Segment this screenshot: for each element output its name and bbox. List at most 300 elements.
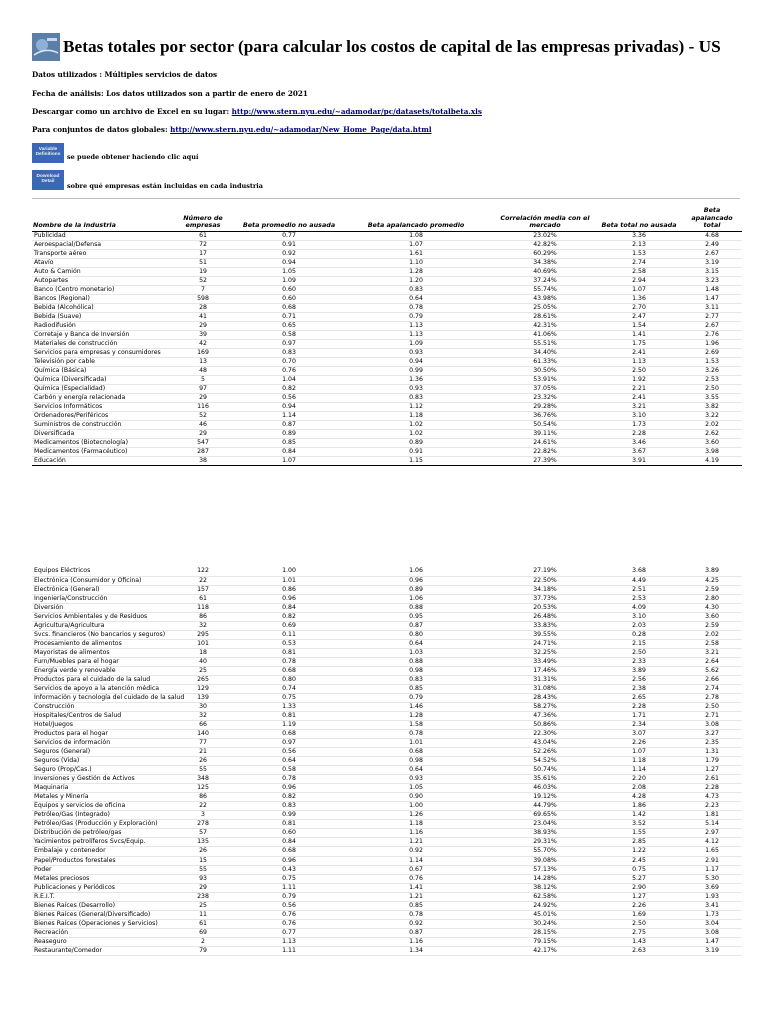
table-row: [32, 883, 742, 892]
value-cell: 0.78: [338, 303, 494, 312]
value-cell: 55.74%: [494, 285, 596, 294]
industry-name-cell: Carbón y energía relacionada: [32, 394, 166, 403]
value-cell: 287: [166, 448, 240, 457]
value-cell: 43.98%: [494, 294, 596, 303]
variable-definitions-button[interactable]: Variable Definitions: [32, 143, 64, 163]
table-row: [32, 946, 742, 955]
value-cell: 3.22: [682, 412, 742, 421]
value-cell: 3.52: [596, 820, 682, 829]
value-cell: 0.28: [596, 630, 682, 639]
value-cell: 0.68: [240, 730, 338, 739]
value-cell: 86: [166, 793, 240, 802]
value-cell: 3.60: [682, 612, 742, 621]
value-cell: 22.50%: [494, 576, 596, 585]
data-source-line: Datos utilizados : Múltiples servicios de datos: [32, 70, 218, 79]
value-cell: 19: [166, 267, 240, 276]
value-cell: 0.84: [240, 603, 338, 612]
table-row: [32, 874, 742, 883]
value-cell: 1.86: [596, 802, 682, 811]
value-cell: 7: [166, 285, 240, 294]
value-cell: 3.69: [682, 883, 742, 892]
industry-name-cell: Petróleo/Gas (Integrado): [32, 811, 166, 820]
industry-name-cell: Servicios para empresas y consumidores: [32, 348, 166, 357]
column-header: Beta apalancado promedio: [338, 206, 494, 231]
industry-name-cell: Bancos (Regional): [32, 294, 166, 303]
industry-name-cell: Atavío: [32, 258, 166, 267]
value-cell: 2.50: [596, 366, 682, 375]
value-cell: 4.19: [682, 457, 742, 466]
industry-name-cell: Hospitales/Centros de Salud: [32, 712, 166, 721]
industry-name-cell: Química (Diversificada): [32, 376, 166, 385]
value-cell: 37.24%: [494, 276, 596, 285]
value-cell: 1.10: [338, 258, 494, 267]
table-row: [32, 403, 742, 412]
value-cell: 1.13: [338, 330, 494, 339]
value-cell: 5.27: [596, 874, 682, 883]
value-cell: 1.58: [338, 721, 494, 730]
table-row: [32, 366, 742, 375]
value-cell: 0.87: [240, 421, 338, 430]
table-row: [32, 657, 742, 666]
value-cell: 0.96: [338, 576, 494, 585]
table-row: [32, 594, 742, 603]
value-cell: 0.78: [338, 910, 494, 919]
value-cell: 0.94: [240, 403, 338, 412]
value-cell: 0.78: [240, 657, 338, 666]
industry-name-cell: Educación: [32, 457, 166, 466]
value-cell: 26: [166, 847, 240, 856]
value-cell: 0.58: [240, 330, 338, 339]
industry-name-cell: Diversificada: [32, 430, 166, 439]
industry-name-cell: Reaseguro: [32, 937, 166, 946]
value-cell: 1.75: [596, 339, 682, 348]
industry-name-cell: Mayoristas de alimentos: [32, 648, 166, 657]
industry-name-cell: Embalaje y contenedor: [32, 847, 166, 856]
table-row: [32, 321, 742, 330]
value-cell: 21: [166, 748, 240, 757]
value-cell: 122: [166, 567, 240, 576]
table-row: [32, 811, 742, 820]
value-cell: 0.56: [240, 901, 338, 910]
value-cell: 3.23: [682, 276, 742, 285]
value-cell: 32: [166, 712, 240, 721]
value-cell: 1.31: [682, 748, 742, 757]
industry-name-cell: Seguros (General): [32, 748, 166, 757]
value-cell: 2.23: [682, 802, 742, 811]
value-cell: 0.79: [338, 693, 494, 702]
value-cell: 2.67: [682, 249, 742, 258]
value-cell: 2.65: [596, 693, 682, 702]
industry-name-cell: Electrónica (Consumidor y Oficina): [32, 576, 166, 585]
value-cell: 2.53: [596, 594, 682, 603]
column-header: Beta apalancado total: [682, 206, 742, 231]
value-cell: 1.07: [596, 285, 682, 294]
value-cell: 33.83%: [494, 621, 596, 630]
table-row: [32, 766, 742, 775]
value-cell: 30.50%: [494, 366, 596, 375]
value-cell: 0.76: [240, 910, 338, 919]
value-cell: 0.98: [338, 757, 494, 766]
value-cell: 5.14: [682, 820, 742, 829]
value-cell: 1.11: [240, 883, 338, 892]
value-cell: 0.75: [596, 865, 682, 874]
industry-name-cell: Medicamentos (Biotecnología): [32, 439, 166, 448]
industry-name-cell: Electrónica (General): [32, 585, 166, 594]
table-row: [32, 675, 742, 684]
value-cell: 157: [166, 585, 240, 594]
value-cell: 52.26%: [494, 748, 596, 757]
value-cell: 0.95: [338, 612, 494, 621]
value-cell: 26.48%: [494, 612, 596, 621]
table-row: [32, 276, 742, 285]
value-cell: 4.25: [682, 576, 742, 585]
value-cell: 47.36%: [494, 712, 596, 721]
value-cell: 3.21: [596, 403, 682, 412]
value-cell: 0.85: [240, 439, 338, 448]
value-cell: 1.36: [596, 294, 682, 303]
value-cell: 0.77: [240, 231, 338, 240]
value-cell: 28.61%: [494, 312, 596, 321]
value-cell: 4.68: [682, 231, 742, 240]
value-cell: 0.79: [240, 892, 338, 901]
industry-table-part1: [32, 206, 742, 466]
value-cell: 3.21: [682, 648, 742, 657]
value-cell: 2.74: [596, 258, 682, 267]
value-cell: 135: [166, 838, 240, 847]
value-cell: 26: [166, 757, 240, 766]
value-cell: 35.61%: [494, 775, 596, 784]
table-row: [32, 231, 742, 240]
value-cell: 1.71: [596, 712, 682, 721]
value-cell: 0.81: [240, 712, 338, 721]
industry-name-cell: Furn/Muebles para el hogar: [32, 657, 166, 666]
industry-name-cell: Química (Especialidad): [32, 385, 166, 394]
industry-name-cell: Seguros (Vida): [32, 757, 166, 766]
value-cell: 13: [166, 357, 240, 366]
global-prefix: Para conjuntos de datos globales:: [32, 125, 168, 134]
value-cell: 3.27: [682, 730, 742, 739]
value-cell: 1.09: [338, 339, 494, 348]
value-cell: 1.00: [338, 802, 494, 811]
table-row: [32, 394, 742, 403]
value-cell: 3.82: [682, 403, 742, 412]
value-cell: 27.19%: [494, 567, 596, 576]
global-data-line: [32, 125, 432, 135]
value-cell: 3.46: [596, 439, 682, 448]
value-cell: 0.78: [240, 775, 338, 784]
value-cell: 0.60: [240, 285, 338, 294]
table-row: [32, 856, 742, 865]
industry-name-cell: Hotel/Juegos: [32, 721, 166, 730]
table-row: [32, 576, 742, 585]
value-cell: 0.98: [338, 666, 494, 675]
value-cell: 1.43: [596, 937, 682, 946]
value-cell: 0.75: [240, 693, 338, 702]
value-cell: 3.08: [682, 721, 742, 730]
value-cell: 24.71%: [494, 639, 596, 648]
industry-name-cell: Servicios Ambientales y de Residuos: [32, 612, 166, 621]
table-row: [32, 802, 742, 811]
value-cell: 0.86: [240, 585, 338, 594]
download-detail-button[interactable]: Download Detail: [32, 170, 64, 190]
industry-name-cell: Publicidad: [32, 231, 166, 240]
value-cell: 1.09: [240, 276, 338, 285]
value-cell: 66: [166, 721, 240, 730]
value-cell: 2.53: [682, 376, 742, 385]
value-cell: 20.53%: [494, 603, 596, 612]
value-cell: 3.60: [682, 439, 742, 448]
value-cell: 2.76: [682, 330, 742, 339]
value-cell: 4.49: [596, 576, 682, 585]
value-cell: 22.82%: [494, 448, 596, 457]
value-cell: 1.69: [596, 910, 682, 919]
value-cell: 2.80: [682, 594, 742, 603]
value-cell: 23.04%: [494, 820, 596, 829]
value-cell: 72: [166, 240, 240, 249]
value-cell: 1.47: [682, 937, 742, 946]
value-cell: 295: [166, 630, 240, 639]
value-cell: 39.08%: [494, 856, 596, 865]
column-header: Nombre de la industria: [32, 206, 166, 231]
value-cell: 3.55: [682, 394, 742, 403]
download-excel-link[interactable]: http://www.stern.nyu.edu/~adamodar/pc/datasets/totalbeta.xls: [231, 107, 482, 116]
value-cell: 2.02: [682, 630, 742, 639]
table-row: [32, 421, 742, 430]
table-row: [32, 702, 742, 711]
table-row: [32, 385, 742, 394]
value-cell: 2.67: [682, 321, 742, 330]
value-cell: 34.40%: [494, 348, 596, 357]
value-cell: 1.13: [338, 321, 494, 330]
value-cell: 0.88: [338, 603, 494, 612]
value-cell: 2.74: [682, 684, 742, 693]
value-cell: 1.36: [338, 376, 494, 385]
table-row: [32, 448, 742, 457]
value-cell: 1.48: [682, 285, 742, 294]
table-header-row: [32, 206, 742, 231]
table-row: [32, 439, 742, 448]
value-cell: 2.94: [596, 276, 682, 285]
value-cell: 2.45: [596, 856, 682, 865]
value-cell: 140: [166, 730, 240, 739]
value-cell: 3.98: [682, 448, 742, 457]
value-cell: 1.28: [338, 712, 494, 721]
value-cell: 0.87: [338, 621, 494, 630]
value-cell: 22: [166, 576, 240, 585]
download-detail-text: sobre qué empresas están incluidas en cada industria: [67, 182, 263, 190]
value-cell: 0.97: [240, 739, 338, 748]
value-cell: 30: [166, 702, 240, 711]
analysis-date-line: Fecha de análisis: Los datos utilizados son a partir de enero de 2021: [32, 89, 308, 98]
value-cell: 1.05: [338, 784, 494, 793]
value-cell: 41.06%: [494, 330, 596, 339]
global-data-link[interactable]: http://www.stern.nyu.edu/~adamodar/New_Home_Page/data.html: [170, 125, 432, 134]
industry-name-cell: Inversiones y Gestión de Activos: [32, 775, 166, 784]
industry-name-cell: Yacimientos petrolíferos Svcs/Equip.: [32, 838, 166, 847]
value-cell: 29: [166, 883, 240, 892]
table-row: [32, 793, 742, 802]
value-cell: 3.67: [596, 448, 682, 457]
value-cell: 29.28%: [494, 403, 596, 412]
value-cell: 0.92: [338, 919, 494, 928]
table-row: [32, 730, 742, 739]
value-cell: 1.22: [596, 847, 682, 856]
value-cell: 2.21: [596, 385, 682, 394]
value-cell: 0.68: [240, 847, 338, 856]
value-cell: 0.76: [240, 366, 338, 375]
value-cell: 4.09: [596, 603, 682, 612]
industry-name-cell: Medicamentos (Farmacéutico): [32, 448, 166, 457]
value-cell: 0.68: [338, 748, 494, 757]
value-cell: 52: [166, 276, 240, 285]
value-cell: 55: [166, 865, 240, 874]
industry-name-cell: Servicios de apoyo a la atención médica: [32, 684, 166, 693]
value-cell: 1.61: [338, 249, 494, 258]
value-cell: 46.03%: [494, 784, 596, 793]
industry-name-cell: Metales preciosos: [32, 874, 166, 883]
value-cell: 55.70%: [494, 847, 596, 856]
value-cell: 0.92: [338, 847, 494, 856]
value-cell: 1.01: [338, 739, 494, 748]
value-cell: 1.96: [682, 339, 742, 348]
value-cell: 0.64: [338, 639, 494, 648]
value-cell: 2.58: [596, 267, 682, 276]
industry-name-cell: Auto & Camión: [32, 267, 166, 276]
table-row: [32, 820, 742, 829]
value-cell: 0.94: [240, 258, 338, 267]
table-row: [32, 712, 742, 721]
value-cell: 2.38: [596, 684, 682, 693]
value-cell: 38: [166, 457, 240, 466]
value-cell: 0.78: [338, 730, 494, 739]
table-row: [32, 312, 742, 321]
value-cell: 2.28: [682, 784, 742, 793]
value-cell: 1.42: [596, 811, 682, 820]
value-cell: 1.92: [596, 376, 682, 385]
value-cell: 3.91: [596, 457, 682, 466]
value-cell: 2.90: [596, 883, 682, 892]
table-row: [32, 348, 742, 357]
industry-name-cell: Ingeniería/Construcción: [32, 594, 166, 603]
table-row: [32, 294, 742, 303]
value-cell: 1.27: [682, 766, 742, 775]
value-cell: 5.30: [682, 874, 742, 883]
value-cell: 3.04: [682, 919, 742, 928]
value-cell: 3.36: [596, 231, 682, 240]
value-cell: 3.26: [682, 366, 742, 375]
value-cell: 1.17: [682, 865, 742, 874]
value-cell: 0.83: [338, 394, 494, 403]
value-cell: 0.43: [240, 865, 338, 874]
table-row: [32, 847, 742, 856]
value-cell: 0.83: [240, 348, 338, 357]
value-cell: 3.89: [596, 666, 682, 675]
value-cell: 1.20: [338, 276, 494, 285]
value-cell: 1.79: [682, 757, 742, 766]
table-row: [32, 330, 742, 339]
table-row: [32, 567, 742, 576]
industry-name-cell: Ordenadores/Periféricos: [32, 412, 166, 421]
value-cell: 38.12%: [494, 883, 596, 892]
value-cell: 29: [166, 321, 240, 330]
value-cell: 39.11%: [494, 430, 596, 439]
value-cell: 0.89: [338, 439, 494, 448]
value-cell: 31.08%: [494, 684, 596, 693]
value-cell: 1.01: [240, 576, 338, 585]
value-cell: 2.41: [596, 348, 682, 357]
value-cell: 1.04: [240, 376, 338, 385]
table-row: [32, 267, 742, 276]
value-cell: 1.07: [338, 240, 494, 249]
table-body-part2: [32, 567, 742, 955]
value-cell: 2.50: [596, 648, 682, 657]
value-cell: 2.77: [682, 312, 742, 321]
value-cell: 0.89: [338, 585, 494, 594]
value-cell: 2.69: [682, 348, 742, 357]
value-cell: 0.68: [240, 303, 338, 312]
table-row: [32, 603, 742, 612]
value-cell: 44.79%: [494, 802, 596, 811]
value-cell: 18: [166, 648, 240, 657]
value-cell: 116: [166, 403, 240, 412]
column-header: Beta total no ausada: [596, 206, 682, 231]
value-cell: 0.88: [338, 657, 494, 666]
value-cell: 0.85: [338, 901, 494, 910]
value-cell: 50.74%: [494, 766, 596, 775]
industry-name-cell: Diversión: [32, 603, 166, 612]
table-row: [32, 829, 742, 838]
table-row: [32, 376, 742, 385]
column-header: Correlación media con el mercado: [494, 206, 596, 231]
value-cell: 61: [166, 919, 240, 928]
industry-name-cell: Metales y Minería: [32, 793, 166, 802]
value-cell: 77: [166, 739, 240, 748]
table-row: [32, 457, 742, 466]
table-row: [32, 910, 742, 919]
page-header: [32, 30, 742, 190]
value-cell: 1.18: [596, 757, 682, 766]
value-cell: 2.59: [682, 585, 742, 594]
value-cell: 2.78: [682, 693, 742, 702]
value-cell: 1.14: [240, 412, 338, 421]
value-cell: 1.21: [338, 838, 494, 847]
value-cell: 2.26: [596, 739, 682, 748]
value-cell: 41: [166, 312, 240, 321]
value-cell: 1.06: [338, 567, 494, 576]
value-cell: 42.17%: [494, 946, 596, 955]
table-row: [32, 928, 742, 937]
industry-name-cell: Recreación: [32, 928, 166, 937]
value-cell: 1.06: [338, 594, 494, 603]
industry-name-cell: Restaurante/Comedor: [32, 946, 166, 955]
value-cell: 0.81: [240, 820, 338, 829]
value-cell: 3: [166, 811, 240, 820]
industry-name-cell: Petróleo/Gas (Producción y Exploración): [32, 820, 166, 829]
value-cell: 0.83: [240, 802, 338, 811]
industry-name-cell: Banco (Centro monetario): [32, 285, 166, 294]
value-cell: 62.58%: [494, 892, 596, 901]
industry-name-cell: Bienes Raíces (General/Diversificado): [32, 910, 166, 919]
value-cell: 11: [166, 910, 240, 919]
value-cell: 0.85: [338, 684, 494, 693]
value-cell: 22.30%: [494, 730, 596, 739]
value-cell: 1.55: [596, 829, 682, 838]
industry-name-cell: R.E.I.T.: [32, 892, 166, 901]
industry-name-cell: Aeroespacial/Defensa: [32, 240, 166, 249]
industry-name-cell: Productos para el hogar: [32, 730, 166, 739]
industry-name-cell: Química (Básica): [32, 366, 166, 375]
industry-table-part2: [32, 567, 742, 956]
